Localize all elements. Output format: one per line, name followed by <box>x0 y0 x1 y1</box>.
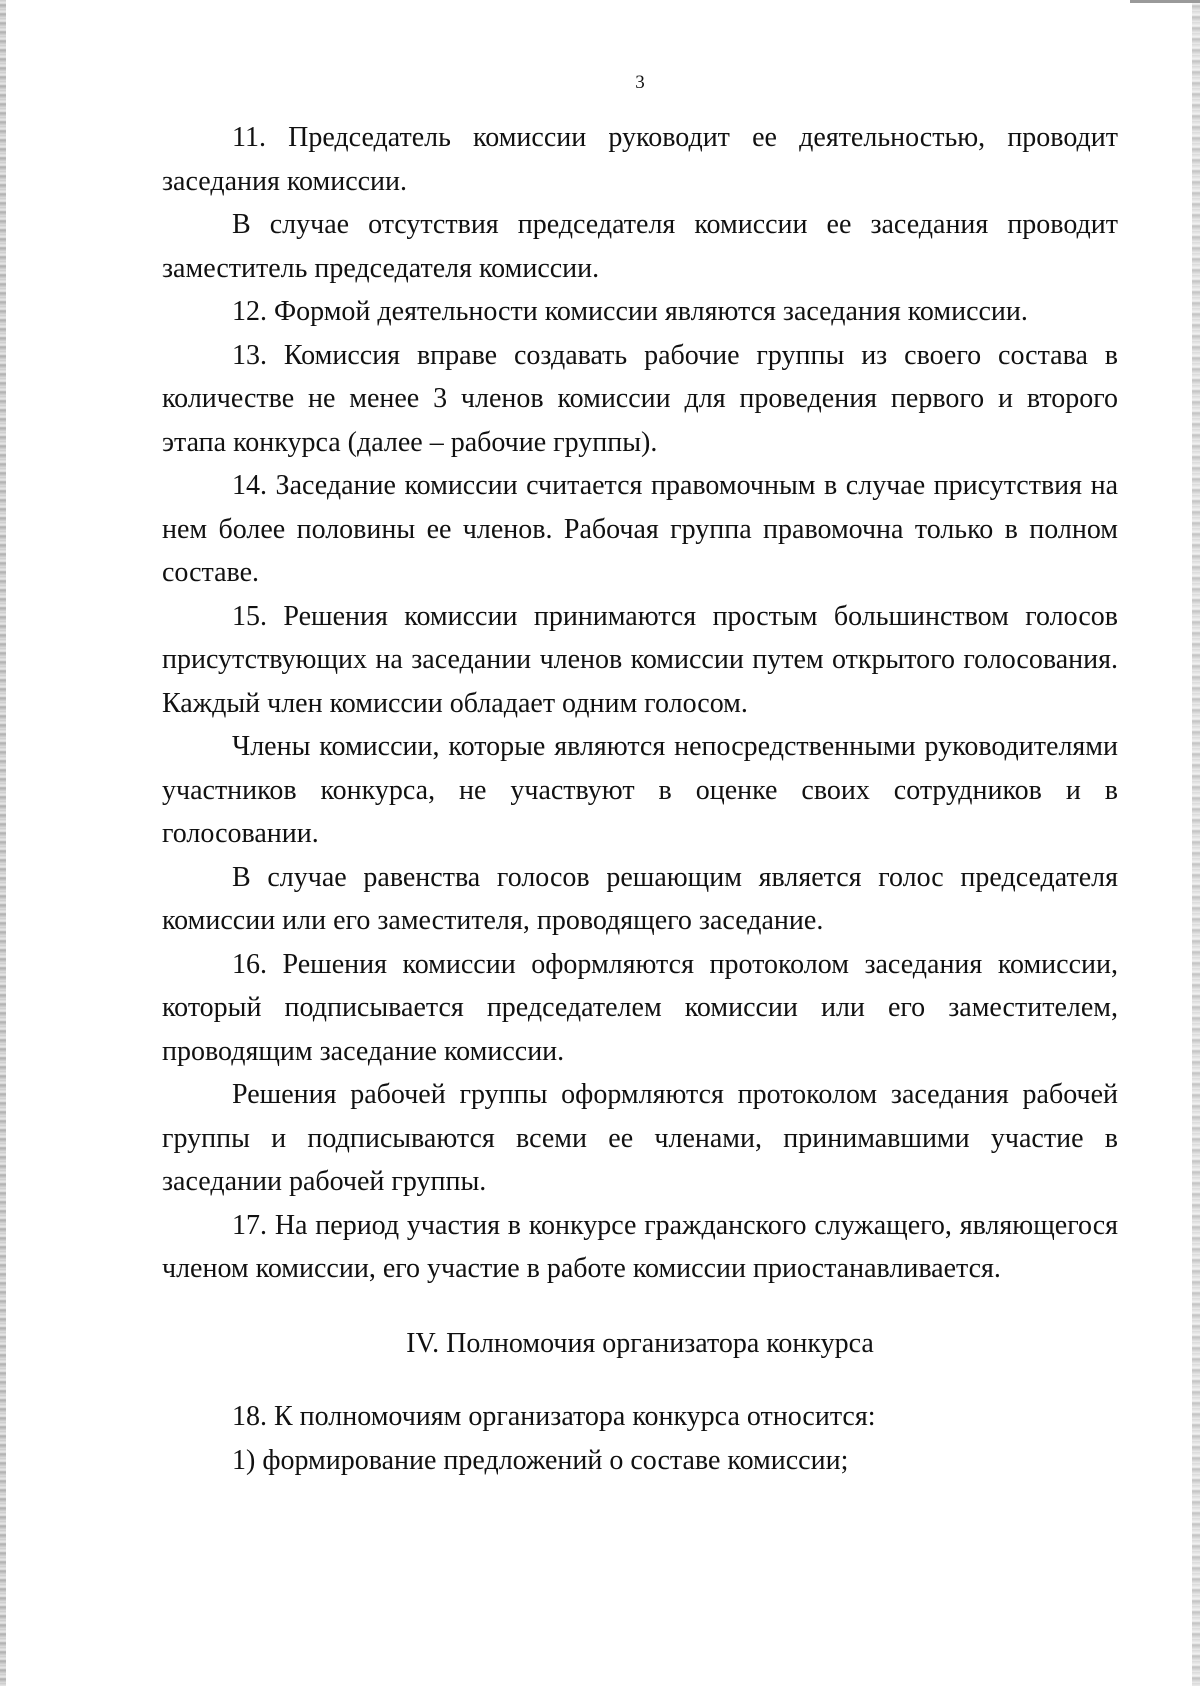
document-body <box>162 116 1118 1482</box>
scan-edge-left <box>0 0 6 1686</box>
paragraph-13: 13. Комиссия вправе создавать рабочие группы из своего состава в количестве не менее 3 членов комиссии для проведения первого и второго этапа конкурса (далее – рабочие группы). <box>162 339 1118 458</box>
paragraph-16-working-group: Решения рабочей группы оформляются протоколом заседания рабочей группы и подписываются всеми ее членами, принимавшими участие в заседании рабочей группы. <box>162 1079 1118 1197</box>
paragraph-15: 15. Решения комиссии принимаются простым большинством голосов присутствующих на заседании членов комиссии путем открытого голосования. Каждый член комиссии обладает одним голосом. <box>162 600 1118 719</box>
paragraph-17: 17. На период участия в конкурсе гражданского служащего, являющегося членом комиссии, его участие в работе комиссии приостанавливается. <box>162 1209 1118 1284</box>
paragraph-18: 18. К полномочиям организатора конкурса относится: <box>232 1401 876 1432</box>
scan-corner-mark <box>1130 0 1200 3</box>
page-number: 3 <box>635 72 645 93</box>
section-heading: IV. Полномочия организатора конкурса <box>406 1327 874 1359</box>
paragraph-16: 16. Решения комиссии оформляются протоколом заседания комиссии, который подписывается председателем комиссии или его заместителем, проводящим заседание комиссии. <box>162 948 1118 1067</box>
paragraph-11-absence: В случае отсутствия председателя комиссии ее заседания проводит заместитель председателя комиссии. <box>162 209 1118 284</box>
scan-edge-right <box>1192 0 1200 1686</box>
paragraph-14: 14. Заседание комиссии считается правомочным в случае присутствия на нем более половины ее членов. Рабочая группа правомочна только в полном составе. <box>162 470 1118 588</box>
paragraph-15-members: Члены комиссии, которые являются непосредственными руководителями участников конкурса, не участвуют в оценке своих сотрудников и в голосовании. <box>162 731 1118 849</box>
paragraph-11: 11. Председатель комиссии руководит ее деятельностью, проводит заседания комиссии. <box>162 122 1118 197</box>
paragraph-15-tie: В случае равенства голосов решающим является голос председателя комиссии или его заместителя, проводящего заседание. <box>162 861 1118 936</box>
list-item-1: 1) формирование предложений о составе комиссии; <box>232 1444 849 1476</box>
paragraph-12: 12. Формой деятельности комиссии являются заседания комиссии. <box>232 296 1028 327</box>
